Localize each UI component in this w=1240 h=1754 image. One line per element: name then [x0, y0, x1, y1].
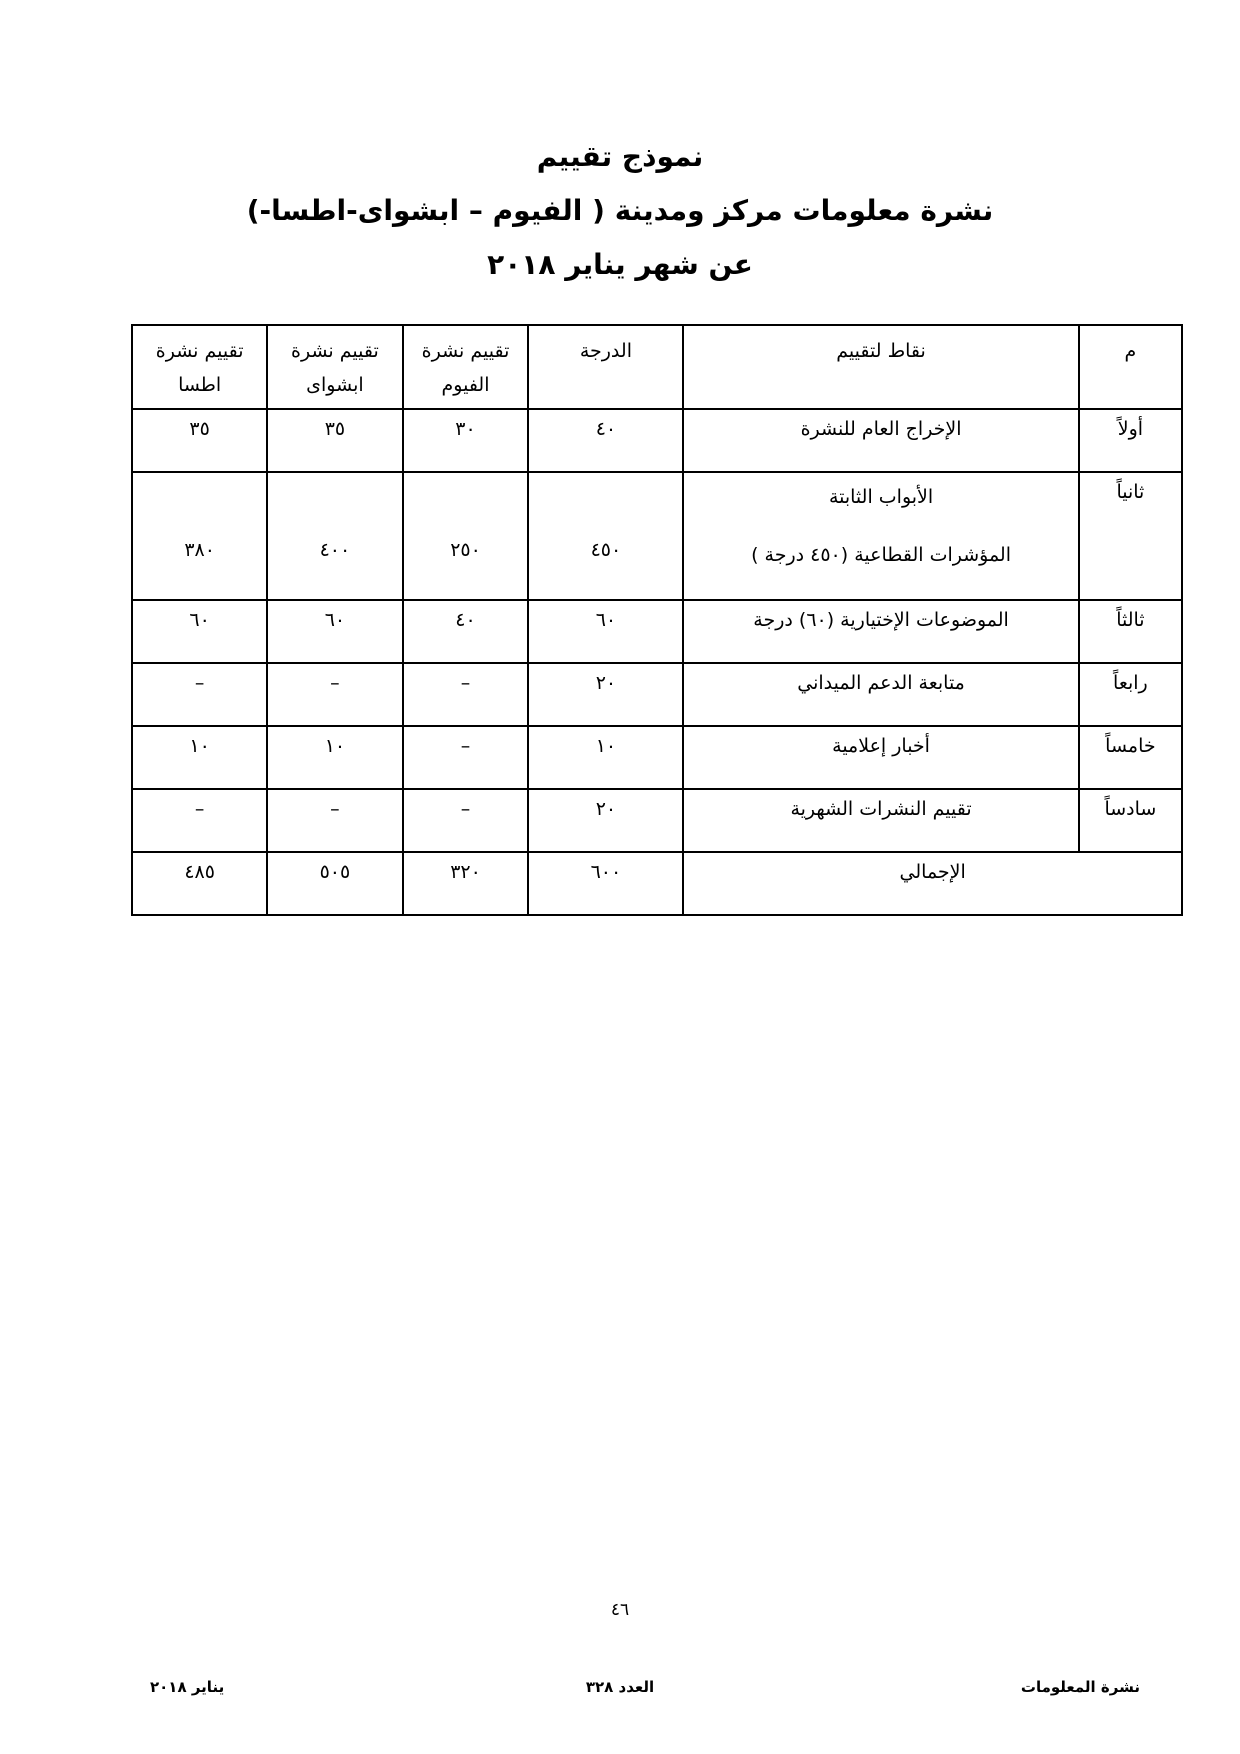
- header-grade: الدرجة: [528, 325, 683, 409]
- table-row: [132, 409, 1182, 472]
- total-grade: ٦٠٠: [528, 852, 683, 915]
- footer-date: يناير ٢٠١٨: [150, 1678, 225, 1696]
- row-itsa: ٦٠: [132, 600, 267, 663]
- row-fayoum: –: [403, 789, 529, 852]
- header-num: م: [1079, 325, 1182, 409]
- row-num: رابعاً: [1079, 663, 1182, 726]
- table-row: [132, 789, 1182, 852]
- footer-issue: العدد ٣٢٨: [585, 1678, 655, 1696]
- footer-publication: نشرة المعلومات: [1020, 1678, 1140, 1696]
- row-num: أولاً: [1079, 409, 1182, 472]
- bulletin-title: نشرة معلومات مركز ومدينة ( الفيوم – ابشواى-اطسا-): [246, 194, 994, 227]
- row-fayoum: ٤٠: [403, 600, 529, 663]
- row-itsa: ٣٥: [132, 409, 267, 472]
- table-row: [132, 472, 1182, 600]
- row-fayoum: –: [403, 726, 529, 789]
- row-fayoum: ٣٠: [403, 409, 529, 472]
- table-total-row: [132, 852, 1182, 915]
- table-row: [132, 600, 1182, 663]
- row-num: سادساً: [1079, 789, 1182, 852]
- row-points: أخبار إعلامية: [683, 726, 1078, 789]
- row-grade: ٢٠: [528, 789, 683, 852]
- document-title-block: [0, 130, 1240, 292]
- total-fayoum: ٣٢٠: [403, 852, 529, 915]
- row-itsa: –: [132, 789, 267, 852]
- row-num: ثالثاً: [1079, 600, 1182, 663]
- row-itsa: ٣٨٠: [132, 472, 267, 600]
- header-itsa: تقييم نشرة اطسا: [132, 325, 267, 409]
- row-fayoum: –: [403, 663, 529, 726]
- row-points: الموضوعات الإختيارية (٦٠) درجة: [683, 600, 1078, 663]
- row-points: الإخراج العام للنشرة: [683, 409, 1078, 472]
- total-label: الإجمالي: [683, 852, 1182, 915]
- row-ibshway: ٣٥: [267, 409, 402, 472]
- row-points: الأبواب الثابتة المؤشرات القطاعية (٤٥٠ درجة ): [683, 472, 1078, 600]
- row-grade: ٤٠: [528, 409, 683, 472]
- row-ibshway: –: [267, 663, 402, 726]
- form-title: نموذج تقييم: [536, 140, 704, 173]
- row-grade: ٦٠: [528, 600, 683, 663]
- page-number: ٤٦: [610, 1600, 630, 1620]
- header-points: نقاط لتقييم: [683, 325, 1078, 409]
- total-itsa: ٤٨٥: [132, 852, 267, 915]
- row-grade: ١٠: [528, 726, 683, 789]
- month-title: عن شهر يناير ٢٠١٨: [487, 248, 753, 281]
- row-fayoum: ٢٥٠: [403, 472, 529, 600]
- row-ibshway: ٤٠٠: [267, 472, 402, 600]
- row-ibshway: ١٠: [267, 726, 402, 789]
- row-grade: ٤٥٠: [528, 472, 683, 600]
- table-header-row: [132, 325, 1182, 409]
- table-row: [132, 663, 1182, 726]
- row-num: ثانياً: [1079, 472, 1182, 600]
- header-fayoum: تقييم نشرة الفيوم: [403, 325, 529, 409]
- header-ibshway: تقييم نشرة ابشواى: [267, 325, 402, 409]
- row-ibshway: –: [267, 789, 402, 852]
- row-grade: ٢٠: [528, 663, 683, 726]
- total-ibshway: ٥٠٥: [267, 852, 402, 915]
- row-ibshway: ٦٠: [267, 600, 402, 663]
- table-row: [132, 726, 1182, 789]
- row-points: تقييم النشرات الشهرية: [683, 789, 1078, 852]
- row-itsa: ١٠: [132, 726, 267, 789]
- evaluation-table: [131, 324, 1183, 916]
- row-num: خامساً: [1079, 726, 1182, 789]
- row-itsa: –: [132, 663, 267, 726]
- row-points: متابعة الدعم الميداني: [683, 663, 1078, 726]
